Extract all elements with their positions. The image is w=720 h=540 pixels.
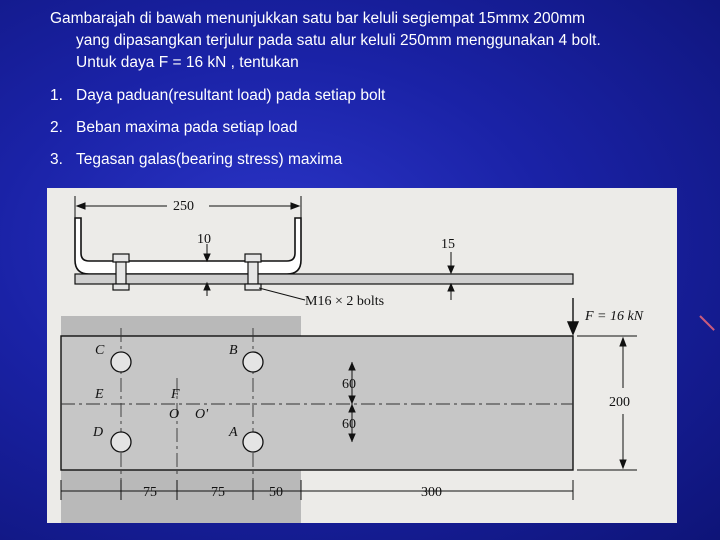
list-item-text: Beban maxima pada setiap load — [76, 119, 298, 136]
dim-bottom-4: 300 — [421, 485, 442, 500]
dim-upper: 60 — [342, 377, 356, 392]
list-item-text: Daya paduan(resultant load) pada setiap bolt — [76, 87, 386, 104]
dim-height: 200 — [609, 395, 630, 410]
bolt-label-b: B — [229, 343, 238, 358]
dim-bottom-3: 50 — [269, 485, 283, 500]
dim-bottom-1: 75 — [143, 485, 157, 500]
point-label-o: O — [169, 407, 180, 422]
list-item-1 — [50, 85, 385, 107]
intro-line-1: Gambarajah di bawah menunjukkan satu bar keluli segiempat 15mmx 200mm — [50, 10, 586, 27]
list-item-number: 1. — [50, 87, 63, 104]
point-label-o-prime: O' — [195, 407, 209, 422]
dim-bar-thickness: 15 — [441, 237, 455, 252]
point-label-e: E — [95, 387, 104, 402]
force-label: F = 16 kN — [585, 309, 644, 324]
list-item-2 — [50, 117, 297, 139]
dim-bottom-2: 75 — [211, 485, 225, 500]
bolt-label-a: A — [229, 425, 238, 440]
channel-section — [75, 218, 301, 274]
bolt-callout: M16 × 2 bolts — [305, 294, 385, 309]
point-label-f: F — [171, 387, 180, 402]
bolt-label-d: D — [93, 425, 104, 440]
bolt-label-c: C — [95, 343, 105, 358]
list-item-text: Tegasan galas(bearing stress) maxima — [76, 151, 343, 168]
list-item-number: 3. — [50, 151, 63, 168]
force-arrow — [568, 298, 578, 334]
dim-lower: 60 — [342, 417, 356, 432]
decorative-line — [699, 315, 715, 331]
bolt-callout-leader — [259, 288, 305, 300]
bar-front-view — [61, 336, 573, 470]
list-item-3 — [50, 149, 342, 171]
problem-intro — [50, 8, 710, 74]
intro-line-2: yang dipasangkan terjulur pada satu alur keluli 250mm menggunakan 4 bolt. — [76, 32, 601, 49]
dim-flange: 10 — [197, 232, 211, 247]
dim-channel-width: 250 — [173, 199, 194, 214]
intro-line-3: Untuk daya F = 16 kN , tentukan — [76, 54, 299, 71]
bar-side-view — [75, 274, 573, 284]
bolted-joint-diagram — [47, 188, 677, 523]
list-item-number: 2. — [50, 119, 63, 136]
